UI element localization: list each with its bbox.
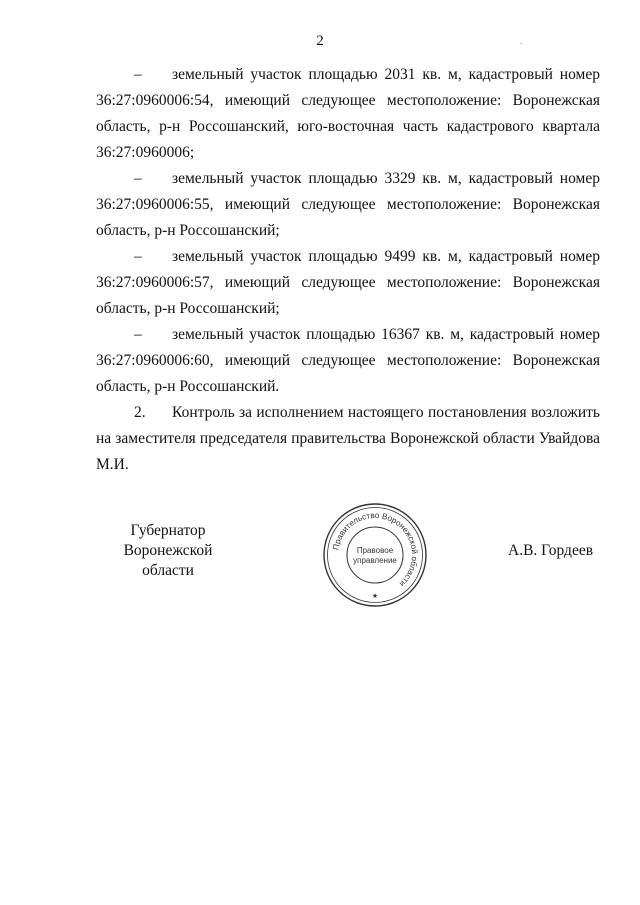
land-plot-item	[96, 62, 600, 166]
land-plot-item	[96, 244, 600, 322]
list-dash: –	[134, 326, 142, 343]
land-plot-item	[96, 166, 600, 244]
document-body	[96, 62, 600, 478]
land-plot-item	[96, 322, 600, 400]
control-clause-text: Контроль за исполнением настоящего постановления возложить на заместителя председателя правительства Воронежской области Увайдова М.И.	[96, 404, 600, 473]
stamp-outer-ring-inner	[328, 508, 423, 603]
list-dash: –	[134, 170, 142, 187]
list-dash: –	[134, 248, 142, 265]
stamp-star-icon: ★	[371, 593, 379, 600]
official-stamp	[322, 502, 428, 608]
page-number: 2	[316, 33, 324, 49]
stamp-ring-text: Правительство Воронежской области	[331, 510, 420, 589]
list-dash: –	[134, 66, 142, 83]
land-plot-text: земельный участок площадью 9499 кв. м, кадастровый номер 36:27:0960006:57, имеющий следующее местоположение: Воронежская область, р-н Россошанский;	[96, 248, 600, 317]
signatory-title-line-1: Губернатор	[130, 522, 206, 539]
signatory-name: А.В. Гордеев	[508, 542, 594, 559]
control-clause	[96, 400, 600, 478]
signatory-title-line-2: Воронежской области	[123, 542, 213, 579]
clause-number: 2.	[134, 404, 146, 421]
land-plot-text: земельный участок площадью 3329 кв. м, кадастровый номер 36:27:0960006:55, имеющий следующее местоположение: Воронежская область, р-н Россошанский;	[96, 170, 600, 239]
stamp-center-line-2: управление	[353, 556, 397, 565]
stamp-center-line-1: Правовое	[356, 546, 394, 555]
land-plot-text: земельный участок площадью 2031 кв. м, кадастровый номер 36:27:0960006:54, имеющий следующее местоположение: Воронежская область, р-н Россошанский, юго-восточная часть кадастрового квартала 36:27:0960006;	[96, 66, 600, 161]
stamp-inner-ring	[347, 527, 403, 583]
land-plot-text: земельный участок площадью 16367 кв. м, кадастровый номер 36:27:0960006:60, имеющий следующее местоположение: Воронежская область, р-н Россошанский.	[96, 326, 600, 395]
corner-mark: .	[520, 36, 523, 46]
